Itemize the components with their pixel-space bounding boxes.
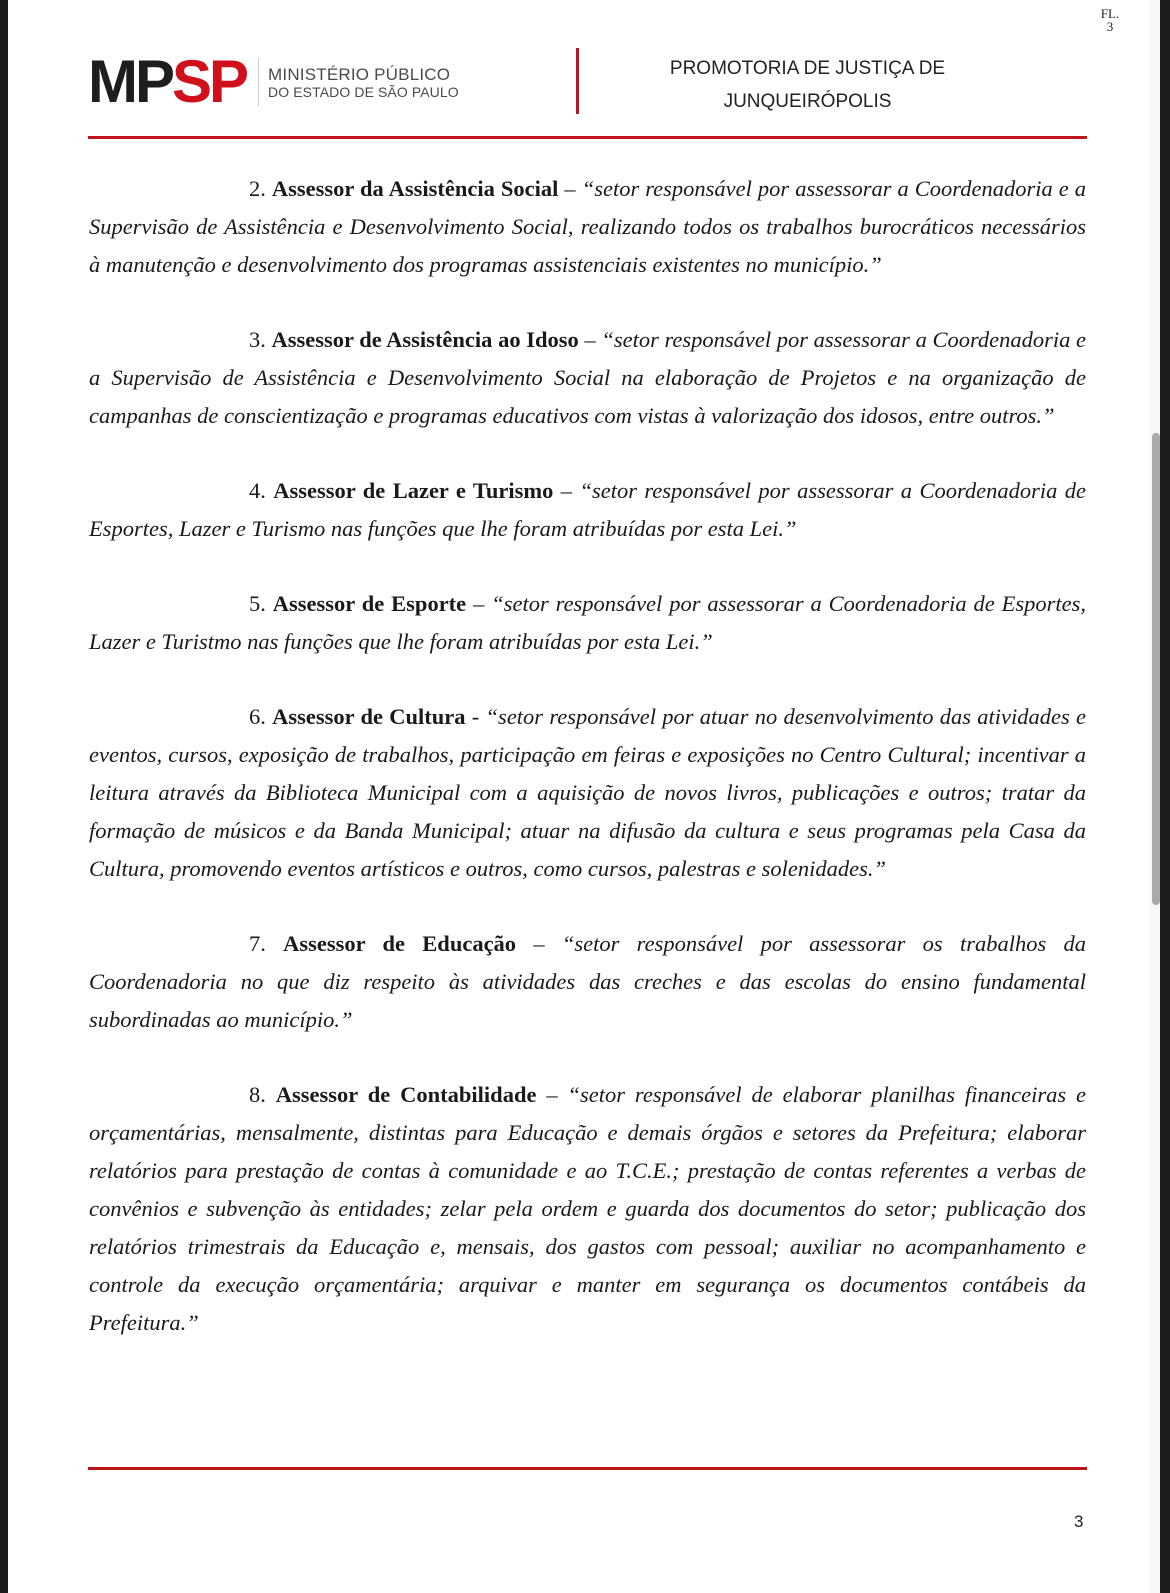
item-number: 5. <box>249 591 266 616</box>
item-description: “setor responsável por assessorar a Coordenadoria de Esportes, Lazer e Turismo nas funções que lhe foram atribuídas por esta Lei.” <box>89 478 1087 541</box>
item-description: “setor responsável por atuar no desenvolvimento das atividades e eventos, cursos, exposição de trabalhos, participação em feiras e exposições no Centro Cultural; incentivar a leitura através da Biblioteca Municipal com a aquisição de novos livros, publicações e outros; tratar da formação de músicos e da Banda Municipal; atuar na difusão da cultura e seus programas pela Casa da Cultura, promovendo eventos artísticos e outros, como cursos, palestras e solenidades.” <box>89 704 1086 881</box>
list-item <box>89 472 1086 548</box>
list-item <box>89 925 1086 1039</box>
item-title: Assessor de Educação <box>283 931 517 956</box>
item-separator: – <box>546 1082 558 1107</box>
item-description: “setor responsável de elaborar planilhas financeiras e orçamentárias, mensalmente, distintas para Educação e demais órgãos e setores da Prefeitura; elaborar relatórios para prestação de contas à comunidade e ao T.C.E.; prestação de contas referentes a verbas de convênios e subvenção às entidades; zelar pela ordem e guarda dos documentos do setor; publicação dos relatórios trimestrais da Educação e, mensais, dos gastos com pessoal; auxiliar no acompanhamento e controle da execução orçamentária; arquivar e manter em segurança os documentos contábeis da Prefeitura.” <box>89 1082 1087 1335</box>
item-separator: – <box>564 176 576 201</box>
logo-text-line2: DO ESTADO DE SÃO PAULO <box>268 83 459 100</box>
folha-label: FL. <box>1100 6 1120 21</box>
folha-number: 3 <box>1106 19 1114 34</box>
item-title: Assessor de Contabilidade <box>275 1082 537 1107</box>
window-frame-right <box>1160 0 1170 1593</box>
folha-marker <box>1090 7 1130 33</box>
item-separator: – <box>584 327 596 352</box>
logo-mark-mp: MP <box>88 48 172 115</box>
item-number: 4. <box>249 478 266 503</box>
window-frame-left <box>0 0 8 1593</box>
item-title: Assessor de Lazer e Turismo <box>273 478 554 503</box>
mpsp-logo <box>88 48 459 115</box>
header-rule <box>88 136 1087 139</box>
list-item <box>89 698 1086 888</box>
logo-text <box>268 65 459 100</box>
list-item <box>89 170 1086 284</box>
item-description: “setor responsável por assessorar os trabalhos da Coordenadoria no que diz respeito às atividades das creches e das escolas do ensino fundamental subordinadas ao município.” <box>89 931 1086 1032</box>
item-number: 7. <box>249 931 266 956</box>
item-separator: – <box>560 478 573 503</box>
header-vertical-divider <box>576 48 579 114</box>
item-title: Assessor de Assistência ao Idoso <box>271 327 579 352</box>
footer-rule <box>88 1467 1087 1470</box>
item-description: “setor responsável por assessorar a Coordenadoria de Esportes, Lazer e Turistmo nas funções que lhe foram atribuídas por esta Lei.” <box>89 591 1087 654</box>
item-description: “setor responsável por assessorar a Coordenadoria e a Supervisão de Assistência e Desenvolvimento Social na elaboração de Projetos e na organização de campanhas de conscientização e programas educativos com vistas à valorização dos idosos, entre outros.” <box>89 327 1087 428</box>
page-number: 3 <box>1074 1512 1084 1531</box>
item-number: 8. <box>249 1082 266 1107</box>
item-number: 2. <box>249 176 266 201</box>
office-title <box>620 52 995 118</box>
logo-mark <box>88 48 247 115</box>
item-separator: – <box>533 931 545 956</box>
list-item <box>89 1076 1086 1342</box>
scrollbar-thumb[interactable] <box>1152 433 1160 905</box>
item-number: 6. <box>249 704 266 729</box>
logo-mark-sp: SP <box>172 48 247 115</box>
list-item <box>89 585 1086 661</box>
office-title-line2: JUNQUEIRÓPOLIS <box>723 91 892 112</box>
item-title: Assessor de Esporte <box>272 591 467 616</box>
logo-text-line1: MINISTÉRIO PÚBLICO <box>268 64 451 84</box>
list-item <box>89 321 1086 435</box>
logo-separator <box>258 58 259 106</box>
item-title: Assessor da Assistência Social <box>271 176 559 201</box>
item-title: Assessor de Cultura <box>272 704 466 729</box>
document-body <box>89 170 1086 1379</box>
item-description: “setor responsável por assessorar a Coordenadoria e a Supervisão de Assistência e Desenvolvimento Social, realizando todos os trabalhos burocráticos necessários à manutenção e desenvolvimento dos programas assistenciais existentes no município.” <box>89 176 1086 277</box>
item-number: 3. <box>249 327 266 352</box>
item-separator: – <box>473 591 485 616</box>
item-separator: - <box>471 704 480 729</box>
office-title-line1: PROMOTORIA DE JUSTIÇA DE <box>669 58 946 79</box>
